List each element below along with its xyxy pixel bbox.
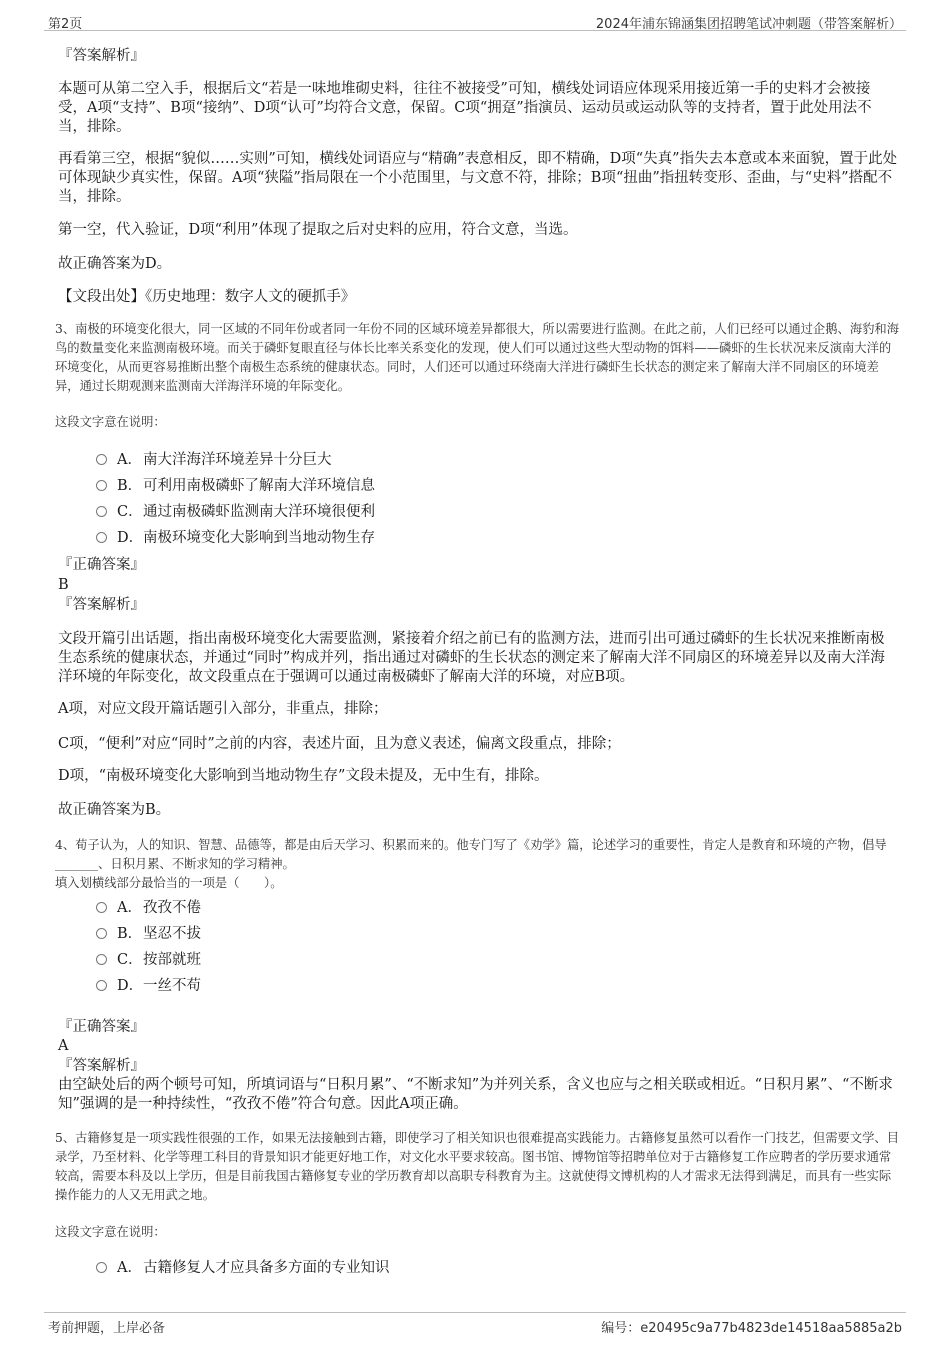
q3-analysis-p4: D项，“南极环境变化大影响到当地动物生存”文段未提及，无中生有，排除。: [58, 768, 549, 784]
q4-option-b[interactable]: B．坚忍不拔: [96, 924, 201, 944]
q3-analysis-p5: 故正确答案为B。: [58, 802, 171, 818]
q3-prompt: 这段文字意在说明：: [55, 415, 166, 429]
page-footer: [44, 1312, 906, 1337]
q3-option-b[interactable]: B．可利用南极磷虾了解南大洋环境信息: [96, 476, 375, 496]
q2-analysis-p1: 本题可从第二空入手，根据后文“若是一味地堆砌史料，往往不被接受”可知，横线处词语应体现采用接近第一手的史料才会被接受，A项“支持”、B项“接纳”、D项“认可”均符合文意，保留。C项“拥趸”指演员、运动员或运动队等的支持者，置于此处用法不当，排除。: [58, 81, 872, 135]
q4-option-d[interactable]: D．一丝不苟: [96, 976, 201, 996]
q3-analysis-p1: 文段开篇引出话题，指出南极环境变化大需要监测，紧接着介绍之前已有的监测方法，进而引出可通过磷虾的生长状况来推断南极生态系统的健康状态，并通过“同时”构成并列，指出通过对磷虾的生长状态的测定来了解南大洋不同扇区的环境差异以及南大洋海洋环境的年际变化，故文段重点在于强调可以通过南极磷虾了解南大洋的环境，对应B项。: [58, 631, 885, 685]
q4-analysis: 由空缺处后的两个顿号可知，所填词语与“日积月累”、“不断求知”为并列关系，含义也应与之相关联或相近。“日积月累”、“不断求知”强调的是一种持续性，“孜孜不倦”符合句意。因此A项正确。: [58, 1077, 893, 1112]
radio-icon[interactable]: [96, 902, 107, 913]
q4-option-a[interactable]: A．孜孜不倦: [96, 898, 201, 918]
q4-answer: A: [58, 1038, 69, 1054]
q3-stem: 3、南极的环境变化很大，同一区域的不同年份或者同一年份不同的区域环境差异都很大，所以需要进行监测。在此之前，人们已经可以通过企鹅、海豹和海鸟的数量变化来监测南极环境。而关于磷虾复眼直径与体长比率关系变化的发现，使人们可以通过这些大型动物的饵料——磷虾的生长状况来反演南大洋的环境变化，从而更容易推断出整个南极生态系统的健康状态。同时，人们还可以通过环绕南大洋进行磷虾生长状态的测定来了解南大洋不同扇区的环境差异，通过长期观测来监测南大洋海洋环境的年际变化。: [55, 322, 900, 393]
q2-analysis-p3: 第一空，代入验证，D项“利用”体现了提取之后对史料的应用，符合文意，当选。: [58, 222, 578, 238]
page-number: 第2页: [48, 17, 83, 32]
document-title: 2024年浦东锦涵集团招聘笔试冲刺题（带答案解析）: [595, 17, 902, 32]
q4-analysis-label: 『答案解析』: [58, 1058, 145, 1074]
q2-analysis-p2: 再看第三空，根据“貌似……实则”可知，横线处词语应与“精确”表意相反，即不精确，D项“失真”指失去本意或本来面貌，置于此处可体现缺少真实性，保留。A项“狭隘”指局限在一个小范围里，与文意不符，排除；B项“扭曲”指扭转变形、歪曲，与“史料”搭配不当，排除。: [58, 151, 898, 205]
document-id: 编号：e20495c9a77b4823de14518aa5885a2b: [601, 1321, 902, 1336]
q3-option-a[interactable]: A．南大洋海洋环境差异十分巨大: [96, 450, 332, 470]
q3-analysis-p3: C项，“便利”对应“同时”之前的内容，表述片面，且为意义表述，偏离文段重点，排除；: [58, 736, 621, 752]
q5-option-a[interactable]: A．古籍修复人才应具备多方面的专业知识: [96, 1258, 390, 1278]
q2-source: 【文段出处】《历史地理：数字人文的硬抓手》: [58, 289, 356, 305]
radio-icon[interactable]: [96, 454, 107, 465]
page-header: [44, 10, 906, 31]
radio-icon[interactable]: [96, 480, 107, 491]
q2-analysis-p4: 故正确答案为D。: [58, 256, 172, 272]
q2-analysis-label: 『答案解析』: [58, 48, 145, 64]
q3-analysis-p2: A项，对应文段开篇话题引入部分，非重点，排除；: [58, 701, 388, 717]
radio-icon[interactable]: [96, 928, 107, 939]
q3-analysis-label: 『答案解析』: [58, 597, 145, 613]
q3-option-c[interactable]: C．通过南极磷虾监测南大洋环境很便利: [96, 502, 375, 522]
radio-icon[interactable]: [96, 532, 107, 543]
radio-icon[interactable]: [96, 954, 107, 965]
radio-icon[interactable]: [96, 980, 107, 991]
q3-answer: B: [58, 577, 69, 593]
q5-stem: 5、古籍修复是一项实践性很强的工作，如果无法接触到古籍，即使学习了相关知识也很难提高实践能力。古籍修复虽然可以看作一门技艺，但需要文学、目录学，乃至材料、化学等理工科目的背景知识才能更好地工作，对文化水平要求较高。图书馆、博物馆等招聘单位对于古籍修复工作应聘者的学历要求通常较高，需要本科及以上学历，但是目前我国古籍修复专业的学历教育却以高职专科教育为主。这就使得文博机构的人才需求无法得到满足，而具有一些实际操作能力的人又无用武之地。: [55, 1131, 900, 1202]
q5-prompt: 这段文字意在说明：: [55, 1225, 166, 1239]
radio-icon[interactable]: [96, 506, 107, 517]
q4-answer-label: 『正确答案』: [58, 1019, 145, 1035]
q4-prompt: 填入划横线部分最恰当的一项是（ ）。: [55, 876, 283, 890]
q3-answer-label: 『正确答案』: [58, 557, 145, 573]
radio-icon[interactable]: [96, 1262, 107, 1273]
footer-slogan: 考前押题，上岸必备: [48, 1321, 166, 1336]
q4-stem: 4、荀子认为，人的知识、智慧、品德等，都是由后天学习、积累而来的。他专门写了《劝学》篇，论述学习的重要性，肯定人是教育和环境的产物，倡导_______、日积月累、不断求知的学习精神。: [55, 838, 887, 871]
q4-option-c[interactable]: C．按部就班: [96, 950, 201, 970]
q3-option-d[interactable]: D．南极环境变化大影响到当地动物生存: [96, 528, 375, 548]
